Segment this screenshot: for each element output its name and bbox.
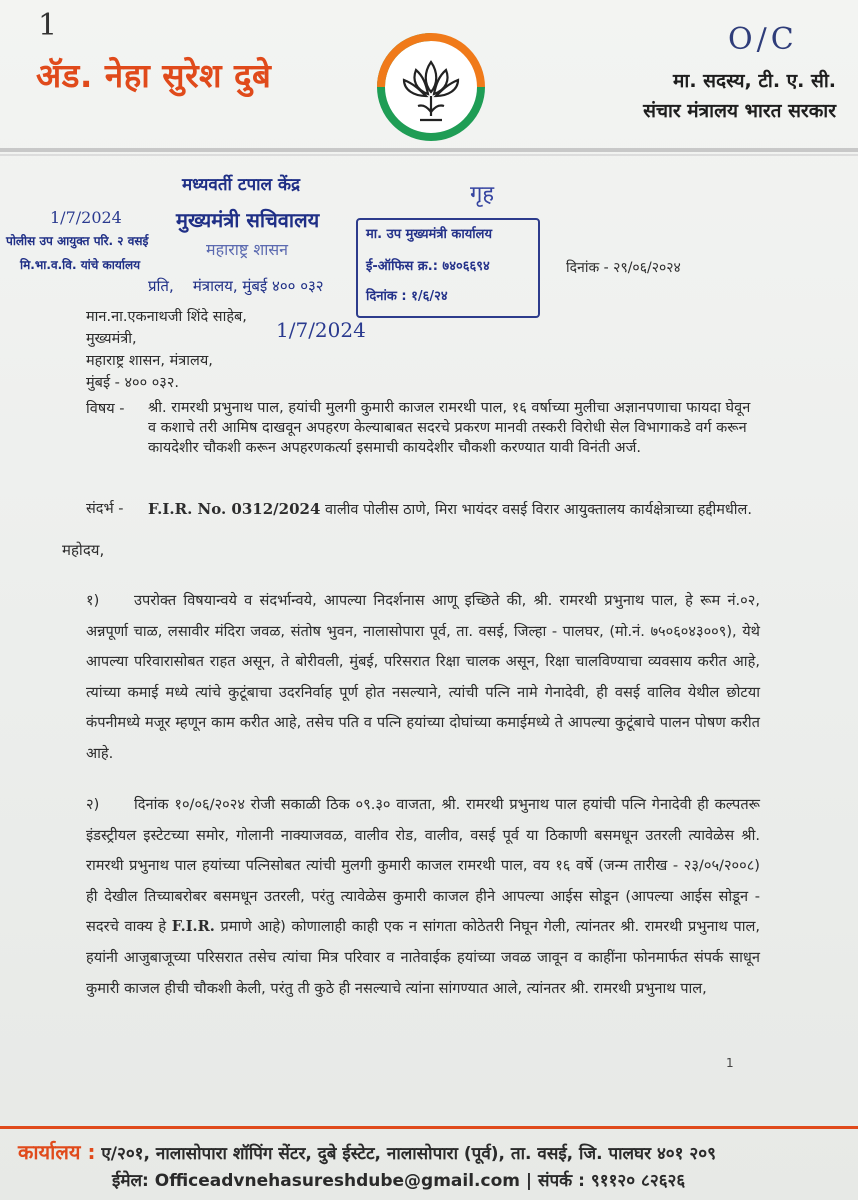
letter-date: दिनांक - २९/०६/२०२४ <box>566 260 681 276</box>
stamp-police-line: पोलीस उप आयुक्त परि. २ वसई <box>6 234 149 248</box>
box-stamp-line-1: मा. उप मुख्यमंत्री कार्यालय <box>366 227 493 242</box>
page-number: 1 <box>726 1056 734 1070</box>
reference-label: संदर्भ - <box>86 501 124 517</box>
stamp-address <box>148 276 324 296</box>
corner-code: O/C <box>728 22 798 57</box>
handwritten-note-griha: गृह <box>470 182 495 207</box>
footer-contact-number: ९११२० ८२६२६ <box>590 1171 686 1191</box>
addressee-line-2: मुख्यमंत्री, <box>86 331 137 347</box>
reference-text <box>148 498 758 521</box>
footer-contact <box>112 1168 685 1191</box>
addressee-line-3: महाराष्ट्र शासन, मंत्रालय, <box>86 353 213 369</box>
footer-email-label: ईमेल: <box>112 1171 149 1191</box>
subject-label: विषय - <box>86 401 125 417</box>
header-divider-thin <box>0 154 858 156</box>
corner-mark: 1 <box>38 8 58 43</box>
addressee-line-4: मुंबई - ४०० ०३२. <box>86 375 179 391</box>
stamp-cm-secretariat: मुख्यमंत्री सचिवालय <box>176 208 320 232</box>
header-divider <box>0 148 858 152</box>
footer-address <box>18 1138 716 1165</box>
designation-line-2: संचार मंत्रालय भारत सरकार <box>643 100 836 122</box>
paragraph-2 <box>86 790 760 1004</box>
handwritten-date-2: 1/7/2024 <box>276 318 366 342</box>
stamp-post-center: मध्यवर्ती टपाल केंद्र <box>182 175 301 195</box>
footer-office-label: कार्यालय : <box>18 1140 96 1164</box>
salutation: महोदय, <box>62 541 105 559</box>
box-stamp-line-3: दिनांक : १/६/२४ <box>366 289 448 304</box>
paragraph-2-fir: F.I.R. <box>171 918 215 936</box>
addressee-line-1: मान.ना.एकनाथजी शिंदे साहेब, <box>86 309 247 325</box>
stamp-office-line: मि.भा.व.वि. यांचे कार्यालय <box>20 258 141 272</box>
paragraph-2-text-b: प्रमाणे आहे) कोणालाही काही एक न सांगता कोठेतरी निघून गेली, त्यांनतर श्री. रामरथी प्रभुनाथ पाल, हयांनी आजुबाजूच्या परिसरात तसेच त्यांचा मित्र परिवार व नातेवाईक हयांच्या जवळ जावून व काहींना फोनमार्फत संपर्क साधून कुमारी काजल हीची चौकशी केली, परंतु ती कुठे ही नसल्याचे त्यांना सांगण्यात आले, त्यांनतर श्री. रामरथी प्रभुनाथ पाल, <box>86 918 761 997</box>
handwritten-date-1: 1/7/2024 <box>50 208 122 227</box>
footer-divider <box>0 1126 858 1129</box>
paragraph-2-text-a: दिनांक १०/०६/२०२४ रोजी सकाळी ठिक ०९.३० वाजता, श्री. रामरथी प्रभुनाथ पाल हयांची पत्नि गेनादेवी ही कल्पतरू इंडस्ट्रीयल इस्टेटच्या समोर, गोलानी नाक्याजवळ, वालीव रोड, वालीव, वसई पूर्व या ठिकाणी बसमधून उतरली त्यावेळेस श्री. रामरथी प्रभुनाथ पाल हयांच्या पत्निसोबत त्यांची मुलगी कुमारी काजल रामरथी पाल, वय १६ वर्षे (जन्म तारीख - २३/०५/२००८) ही देखील तिच्याबरोबर बसमधून उतरली, परंतु त्यावेळेस कुमारी काजल हीने आपल्या आईस सोडून (आपल्या आईस सोडून - सदरचे वाक्य हे <box>86 796 760 936</box>
letterhead-name: ॲड. नेहा सुरेश दुबे <box>36 56 272 95</box>
reference-fir: F.I.R. No. 0312/2024 <box>148 500 321 518</box>
stamp-govt: महाराष्ट्र शासन <box>206 240 289 259</box>
subject-text: श्री. रामरथी प्रभुनाथ पाल, हयांची मुलगी कुमारी काजल रामरथी पाल, १६ वर्षाच्या मुलीचा अज्ञानपणाचा फायदा घेवून व कशाचे तरी आमिष दाखवून अपहरण केल्याबाबत सदरचे प्रकरण मानवी तस्करी विरोधी सेल विभागाकडे वर्ग करून कायदेशीर चौकशी करून अपहरणकर्त्या इसमाची कायदेशीर चौकशी करण्यात यावी विनंती अर्ज. <box>148 400 751 456</box>
paragraph-1 <box>86 586 760 770</box>
designation-line-1: मा. सदस्य, टी. ए. सी. <box>673 70 836 92</box>
paragraph-1-text: उपरोक्त विषयान्वये व संदर्भान्वये, आपल्या निदर्शनास आणू इच्छिते की, श्री. रामरथी प्रभुनाथ पाल, हे रूम नं.०२, अन्नपूर्णा चाळ, लसावीर मंदिरा जवळ, संतोष भुवन, नालासोपारा पूर्व, ता. वसई, जिल्हा - पालघर, (मो.नं. ७५०६०४३००९), येथे आपल्या परिवारासोबत राहत असून, ते बोरीवली, मुंबई, परिसरात रिक्षा चालक असून, रिक्षा चालविण्याचा व्यवसाय करीत आहे, त्यांच्या कमाई मध्ये त्यांचे कुटूंबाचा उदरनिर्वाह पूर्ण होत नसल्याने, त्यांची पत्नि नामे गेनादेवी, ही वसई वालिव येथील छोटया कंपनीमध्ये मजूर म्हणून काम करीत आहे, तसेच पति व पत्नि हयांच्या दोघांच्या कमाईमध्ये ते आपल्या कुटूंबाचे पालन पोषण करीत आहे. <box>86 592 760 762</box>
to-prefix: प्रति, <box>148 277 174 295</box>
paragraph-1-number: १) <box>86 592 100 609</box>
party-logo-icon <box>376 32 486 142</box>
footer-office-address: ए/२०१, नालासोपारा शॉपिंग सेंटर, दुबे ईस्टेट, नालासोपारा (पूर्व), ता. वसई, जि. पालघर ४०१ २०९ <box>101 1144 716 1164</box>
footer-contact-label: | संपर्क : <box>525 1171 585 1191</box>
footer-email[interactable]: Officeadvnehasureshdube@gmail.com <box>154 1171 520 1191</box>
to-office-address: मंत्रालय, मुंबई ४०० ०३२ <box>192 277 324 295</box>
designation <box>643 66 836 126</box>
reference-body: वालीव पोलीस ठाणे, मिरा भायंदर वसई विरार आयुक्तालय कार्यक्षेत्राच्या हद्दीमधील. <box>320 502 753 518</box>
box-stamp-line-2: ई-ऑफिस क्र.: ७४०६६९४ <box>366 259 490 274</box>
paragraph-2-number: २) <box>86 796 100 813</box>
stamp-dcm-office-box <box>356 218 540 318</box>
